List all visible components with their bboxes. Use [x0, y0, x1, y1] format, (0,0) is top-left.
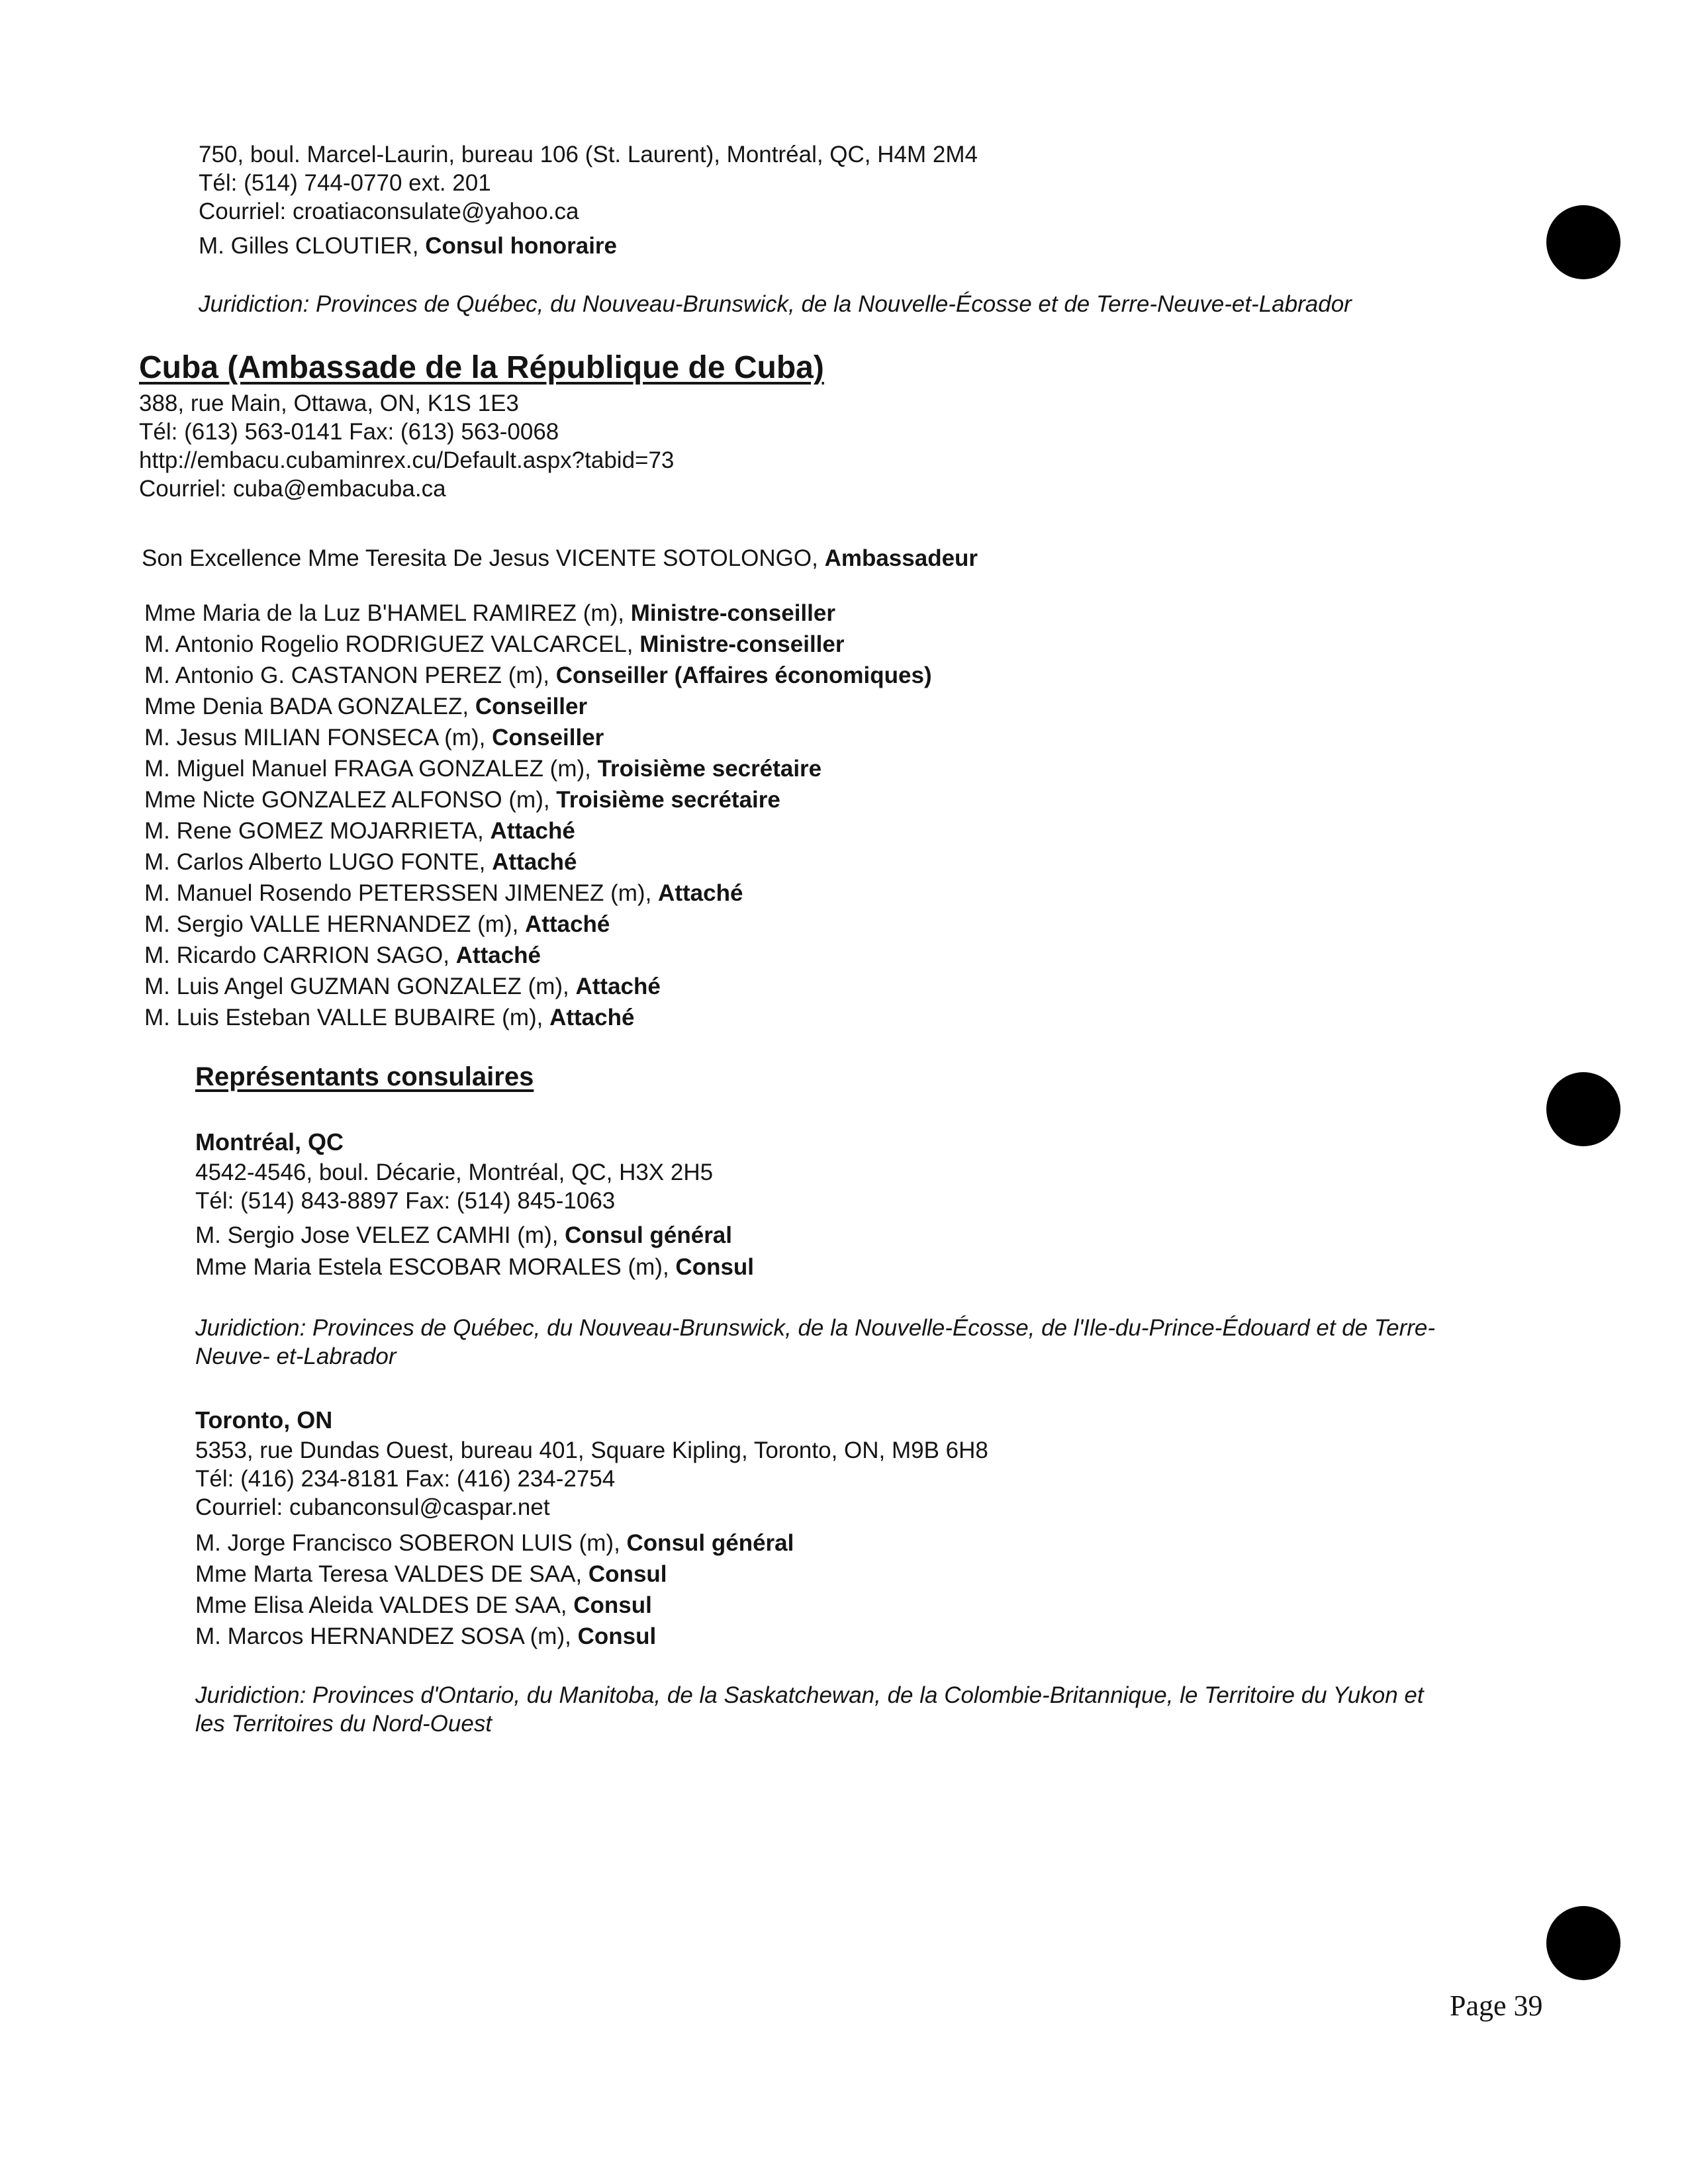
person-name: M. Antonio Rogelio RODRIGUEZ VALCARCEL,	[144, 631, 640, 657]
person-name: M. Ricardo CARRION SAGO,	[144, 942, 456, 968]
person-title: Attaché	[455, 942, 541, 968]
toronto-person-1	[195, 1560, 667, 1588]
person-name: M. Luis Angel GUZMAN GONZALEZ (m),	[144, 974, 576, 999]
person-title: Consul général	[565, 1222, 732, 1248]
montreal-tel: Tél: (514) 843-8897 Fax: (514) 845-1063	[195, 1188, 616, 1214]
montreal-city: Montréal, QC	[195, 1128, 344, 1156]
staff-row	[144, 848, 577, 876]
staff-row	[144, 599, 835, 627]
person-title: Ministre-conseiller	[639, 631, 845, 657]
croatia-person	[199, 232, 617, 260]
person-title: Consul	[588, 1561, 667, 1587]
person-title: Attaché	[549, 1005, 635, 1030]
consular-heading: Représentants consulaires	[195, 1062, 534, 1091]
toronto-person-0	[195, 1529, 794, 1557]
person-title: Attaché	[658, 880, 743, 906]
person-name: Mme Nicte GONZALEZ ALFONSO (m),	[144, 787, 557, 813]
montreal-jurisdiction-line2: Neuve- et-Labrador	[195, 1343, 397, 1369]
staff-row	[144, 661, 932, 690]
staff-row	[144, 692, 587, 721]
person-title: Consul	[573, 1592, 652, 1618]
staff-row	[144, 630, 845, 659]
cuba-address: 388, rue Main, Ottawa, ON, K1S 1E3	[139, 390, 519, 416]
staff-row	[144, 786, 780, 814]
cuba-email: Courriel: cuba@embacuba.ca	[139, 476, 446, 502]
person-title: Attaché	[525, 911, 610, 937]
toronto-tel: Tél: (416) 234-8181 Fax: (416) 234-2754	[195, 1466, 616, 1492]
staff-row	[144, 723, 604, 752]
person-title: Consul	[675, 1254, 755, 1280]
croatia-tel: Tél: (514) 744-0770 ext. 201	[199, 170, 491, 196]
montreal-person-1	[195, 1253, 754, 1281]
toronto-person-3	[195, 1622, 656, 1651]
person-name: Mme Marta Teresa VALDES DE SAA,	[195, 1561, 588, 1587]
croatia-jurisdiction: Juridiction: Provinces de Québec, du Nouveau-Brunswick, de la Nouvelle-Écosse et de Terre-Neuve-et-Labrador	[199, 291, 1352, 317]
person-name: M. Carlos Alberto LUGO FONTE,	[144, 849, 492, 875]
cuba-heading: Cuba (Ambassade de la République de Cuba)	[139, 350, 824, 385]
person-name: Mme Maria de la Luz B'HAMEL RAMIREZ (m),	[144, 600, 631, 626]
person-title: Troisième secrétaire	[597, 756, 822, 782]
person-name: M. Sergio Jose VELEZ CAMHI (m),	[195, 1222, 565, 1248]
staff-row	[144, 972, 661, 1001]
staff-row	[144, 910, 610, 938]
person-name: M. Manuel Rosendo PETERSSEN JIMENEZ (m),	[144, 880, 659, 906]
person-name: Son Excellence Mme Teresita De Jesus VICENTE SOTOLONGO,	[142, 545, 825, 571]
cuba-ambassador	[142, 544, 978, 572]
montreal-address: 4542-4546, boul. Décarie, Montréal, QC, H3X 2H5	[195, 1160, 714, 1185]
montreal-jurisdiction-line1: Juridiction: Provinces de Québec, du Nouveau-Brunswick, de la Nouvelle-Écosse, de l'Ile-du-Prince-Édouard et de Terre-	[195, 1315, 1435, 1341]
staff-row	[144, 941, 541, 970]
person-name: M. Jorge Francisco SOBERON LUIS (m),	[195, 1530, 627, 1556]
person-name: M. Gilles CLOUTIER,	[199, 233, 426, 259]
staff-row	[144, 817, 575, 845]
cuba-url: http://embacu.cubaminrex.cu/Default.aspx?tabid=73	[139, 447, 675, 473]
toronto-jurisdiction-line2: les Territoires du Nord-Ouest	[195, 1711, 492, 1737]
person-name: M. Marcos HERNANDEZ SOSA (m),	[195, 1623, 578, 1649]
punch-hole-middle	[1546, 1072, 1620, 1146]
person-name: M. Luis Esteban VALLE BUBAIRE (m),	[144, 1005, 550, 1030]
person-name: Mme Maria Estela ESCOBAR MORALES (m),	[195, 1254, 676, 1280]
person-title: Attaché	[575, 974, 661, 999]
toronto-address: 5353, rue Dundas Ouest, bureau 401, Square Kipling, Toronto, ON, M9B 6H8	[195, 1437, 988, 1463]
person-name: M. Jesus MILIAN FONSECA (m),	[144, 725, 492, 751]
toronto-email: Courriel: cubanconsul@caspar.net	[195, 1494, 550, 1520]
person-title: Conseiller	[475, 694, 588, 719]
person-name: Mme Elisa Aleida VALDES DE SAA,	[195, 1592, 574, 1618]
montreal-person-0	[195, 1221, 732, 1250]
staff-row	[144, 879, 743, 907]
person-name: M. Miguel Manuel FRAGA GONZALEZ (m),	[144, 756, 598, 782]
croatia-email: Courriel: croatiaconsulate@yahoo.ca	[199, 199, 579, 224]
person-name: Mme Denia BADA GONZALEZ,	[144, 694, 475, 719]
staff-row	[144, 1003, 634, 1032]
person-title: Consul	[577, 1623, 657, 1649]
person-title: Troisième secrétaire	[556, 787, 780, 813]
toronto-person-2	[195, 1591, 652, 1619]
person-name: M. Rene GOMEZ MOJARRIETA,	[144, 818, 491, 844]
person-title: Ambassadeur	[824, 545, 978, 571]
staff-row	[144, 754, 821, 783]
person-title: Conseiller (Affaires économiques)	[555, 662, 932, 688]
person-title: Ministre-conseiller	[630, 600, 835, 626]
person-name: M. Sergio VALLE HERNANDEZ (m),	[144, 911, 526, 937]
person-title: Consul honoraire	[425, 233, 618, 259]
croatia-address: 750, boul. Marcel-Laurin, bureau 106 (St. Laurent), Montréal, QC, H4M 2M4	[199, 142, 978, 167]
page-number: Page 39	[1450, 1989, 1543, 2022]
punch-hole-bottom	[1546, 1906, 1620, 1980]
person-name: M. Antonio G. CASTANON PEREZ (m),	[144, 662, 556, 688]
person-title: Conseiller	[492, 725, 604, 751]
person-title: Attaché	[490, 818, 575, 844]
person-title: Consul général	[626, 1530, 794, 1556]
toronto-jurisdiction-line1: Juridiction: Provinces d'Ontario, du Manitoba, de la Saskatchewan, de la Colombie-Britannique, le Territoire du Yukon et	[195, 1682, 1424, 1708]
toronto-city: Toronto, ON	[195, 1406, 333, 1433]
person-title: Attaché	[492, 849, 577, 875]
cuba-tel: Tél: (613) 563-0141 Fax: (613) 563-0068	[139, 419, 559, 445]
punch-hole-top	[1546, 205, 1620, 279]
